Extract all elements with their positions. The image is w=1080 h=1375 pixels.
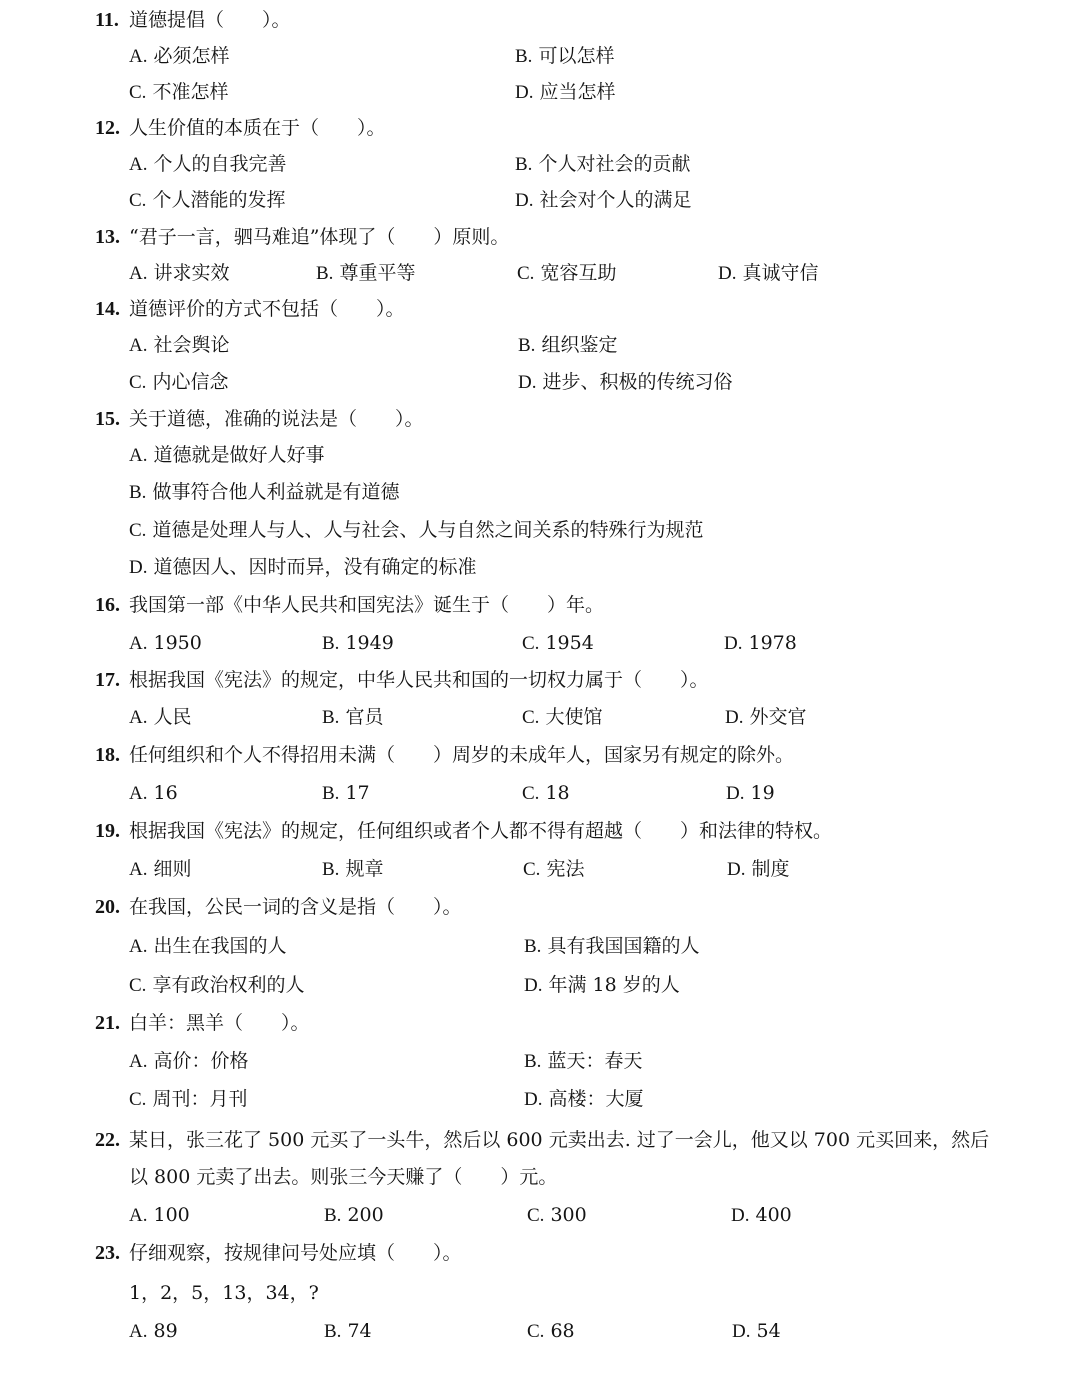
option-c[interactable] — [129, 1081, 247, 1118]
option-text: 人民 — [153, 706, 192, 728]
option-row — [0, 437, 1080, 473]
option-a[interactable] — [129, 851, 192, 888]
option-a[interactable] — [129, 625, 202, 662]
option-text: 出生在我国的人 — [153, 935, 287, 957]
option-b[interactable] — [129, 474, 399, 511]
option-text: 1954 — [545, 632, 594, 654]
option-row — [0, 364, 1080, 400]
option-text: 宪法 — [546, 858, 585, 880]
option-a[interactable] — [129, 699, 192, 736]
option-text: 周刊：月刊 — [152, 1088, 248, 1110]
question-13 — [0, 219, 1080, 255]
question-stem: 根据我国《宪法》的规定，任何组织或者个人都不得有超越（ ）和法律的特权。 — [129, 820, 833, 842]
option-text: 100 — [153, 1204, 190, 1226]
option-row — [0, 928, 1080, 964]
option-c[interactable] — [517, 255, 616, 292]
option-d[interactable] — [731, 1197, 792, 1234]
option-c[interactable] — [522, 699, 602, 736]
option-c[interactable] — [523, 851, 584, 888]
question-18 — [0, 737, 1080, 773]
question-number: 14. — [95, 298, 120, 320]
option-label: C. — [517, 263, 535, 284]
option-label: D. — [718, 263, 737, 284]
option-row — [0, 146, 1080, 182]
option-a[interactable] — [129, 775, 178, 812]
option-text: 应当怎样 — [539, 81, 616, 103]
option-label: B. — [524, 936, 542, 957]
option-text: 300 — [550, 1204, 587, 1226]
option-label: B. — [518, 335, 536, 356]
option-c[interactable] — [522, 625, 594, 662]
question-12 — [0, 110, 1080, 146]
option-row — [0, 549, 1080, 585]
sequence-text: 1，2，5，13，34，? — [129, 1282, 319, 1304]
option-c[interactable] — [129, 182, 285, 219]
option-b[interactable] — [518, 327, 617, 364]
option-b[interactable] — [524, 1043, 642, 1080]
option-label: C. — [522, 707, 540, 728]
option-d[interactable] — [518, 364, 733, 401]
question-11 — [0, 2, 1080, 38]
option-b[interactable] — [524, 928, 699, 965]
option-label: D. — [726, 783, 745, 804]
option-label: C. — [522, 633, 540, 654]
option-c[interactable] — [129, 364, 228, 401]
option-label: D. — [725, 707, 744, 728]
question-21 — [0, 1005, 1080, 1041]
question-15 — [0, 401, 1080, 437]
option-label: D. — [518, 372, 537, 393]
option-d[interactable] — [524, 1081, 644, 1118]
question-stem-line-2: 以 800 元卖了出去。则张三今天赚了（ ）元。 — [129, 1166, 558, 1188]
option-c[interactable] — [527, 1197, 587, 1234]
question-23 — [0, 1235, 1080, 1271]
option-row — [0, 625, 1080, 661]
option-label: A. — [129, 46, 148, 67]
option-text: 19 — [750, 782, 775, 804]
option-label: A. — [129, 263, 148, 284]
option-label: A. — [129, 783, 148, 804]
option-text: 年满 18 岁的人 — [548, 974, 680, 996]
option-text: 尊重平等 — [339, 262, 416, 284]
option-text: 个人对社会的贡献 — [538, 153, 691, 175]
option-text: 享有政治权利的人 — [152, 974, 305, 996]
option-text: 68 — [550, 1320, 575, 1342]
option-text: 规章 — [345, 858, 384, 880]
option-label: D. — [129, 557, 148, 578]
option-text: 官员 — [345, 706, 384, 728]
option-text: 可以怎样 — [538, 45, 615, 67]
question-stem: 人生价值的本质在于（ ）。 — [129, 117, 386, 139]
question-stem: 道德提倡（ ）。 — [129, 9, 291, 31]
option-row — [0, 1197, 1080, 1233]
option-text: 1949 — [345, 632, 394, 654]
question-stem: “君子一言，驷马难追”体现了（ ）原则。 — [129, 226, 510, 248]
option-text: 道德就是做好人好事 — [153, 444, 325, 466]
option-label: D. — [727, 859, 746, 880]
option-label: B. — [316, 263, 334, 284]
option-text: 宽容互助 — [540, 262, 617, 284]
option-row — [0, 1043, 1080, 1079]
option-label: C. — [129, 372, 147, 393]
question-stem: 仔细观察，按规律问号处应填（ ）。 — [129, 1242, 462, 1264]
option-b[interactable] — [515, 38, 614, 75]
option-d[interactable] — [515, 74, 616, 111]
option-label: A. — [129, 633, 148, 654]
option-text: 道德是处理人与人、人与社会、人与自然之间关系的特殊行为规范 — [152, 519, 704, 541]
option-d[interactable] — [725, 699, 807, 736]
option-label: B. — [324, 1205, 342, 1226]
question-stem: 道德评价的方式不包括（ ）。 — [129, 298, 405, 320]
question-number: 16. — [95, 594, 120, 616]
question-stem: 在我国，公民一词的含义是指（ ）。 — [129, 896, 462, 918]
option-label: B. — [129, 482, 147, 503]
option-text: 高楼：大厦 — [548, 1088, 644, 1110]
question-number: 20. — [95, 896, 120, 918]
option-a[interactable] — [129, 928, 287, 965]
option-label: C. — [129, 975, 147, 996]
option-text: 大使馆 — [545, 706, 603, 728]
option-text: 不准怎样 — [152, 81, 229, 103]
question-20 — [0, 889, 1080, 925]
option-label: A. — [129, 936, 148, 957]
option-d[interactable] — [724, 625, 797, 662]
option-row — [0, 851, 1080, 887]
option-label: A. — [129, 859, 148, 880]
question-number: 22. — [95, 1129, 120, 1151]
option-text: 蓝天：春天 — [547, 1050, 643, 1072]
option-text: 17 — [345, 782, 370, 804]
option-label: C. — [527, 1205, 545, 1226]
option-label: C. — [527, 1321, 545, 1342]
option-label: C. — [523, 859, 541, 880]
option-row — [0, 512, 1080, 548]
question-number: 15. — [95, 408, 120, 430]
option-label: B. — [322, 783, 340, 804]
option-c[interactable] — [527, 1313, 575, 1350]
option-b[interactable] — [322, 699, 383, 736]
option-label: A. — [129, 1205, 148, 1226]
option-text: 89 — [153, 1320, 178, 1342]
option-row — [0, 38, 1080, 74]
option-text: 54 — [756, 1320, 781, 1342]
option-label: B. — [324, 1321, 342, 1342]
option-row — [0, 1313, 1080, 1349]
option-text: 1978 — [748, 632, 797, 654]
option-d[interactable] — [726, 775, 775, 812]
option-b[interactable] — [322, 851, 383, 888]
option-b[interactable] — [316, 255, 415, 292]
question-stem: 某日，张三花了 500 元买了一头牛，然后以 600 元卖出去. 过了一会儿，他又以 700 元买回来，然后 — [129, 1129, 990, 1151]
option-label: D. — [524, 975, 543, 996]
option-text: 做事符合他人利益就是有道德 — [152, 481, 400, 503]
question-number: 17. — [95, 669, 120, 691]
option-c[interactable] — [129, 74, 228, 111]
option-label: C. — [129, 82, 147, 103]
option-label: C. — [129, 190, 147, 211]
option-label: D. — [515, 82, 534, 103]
option-a[interactable] — [129, 255, 230, 292]
option-text: 真诚守信 — [742, 262, 819, 284]
option-label: A. — [129, 335, 148, 356]
option-b[interactable] — [322, 775, 370, 812]
option-a[interactable] — [129, 1043, 249, 1080]
question-stem: 我国第一部《中华人民共和国宪法》诞生于（ ）年。 — [129, 594, 605, 616]
option-c[interactable] — [522, 775, 570, 812]
option-row — [0, 182, 1080, 218]
option-text: 1950 — [153, 632, 202, 654]
option-d[interactable] — [515, 182, 692, 219]
question-stem: 关于道德，准确的说法是（ ）。 — [129, 408, 424, 430]
option-a[interactable] — [129, 146, 287, 183]
option-d[interactable] — [732, 1313, 781, 1350]
question-number: 11. — [95, 9, 119, 31]
option-a[interactable] — [129, 1313, 178, 1350]
question-number: 13. — [95, 226, 120, 248]
question-22 — [0, 1122, 1080, 1158]
option-text: 制度 — [751, 858, 790, 880]
option-text: 74 — [347, 1320, 372, 1342]
option-label: A. — [129, 1321, 148, 1342]
option-row — [0, 699, 1080, 735]
option-row — [0, 1081, 1080, 1117]
option-label: D. — [731, 1205, 750, 1226]
question-number: 21. — [95, 1012, 120, 1034]
question-number: 19. — [95, 820, 120, 842]
option-label: A. — [129, 445, 148, 466]
option-text: 进步、积极的传统习俗 — [542, 371, 733, 393]
option-text: 200 — [347, 1204, 384, 1226]
option-b[interactable] — [324, 1313, 372, 1350]
option-text: 社会对个人的满足 — [539, 189, 692, 211]
option-label: B. — [322, 859, 340, 880]
question-number: 23. — [95, 1242, 120, 1264]
option-label: D. — [524, 1089, 543, 1110]
option-label: A. — [129, 1051, 148, 1072]
option-b[interactable] — [515, 146, 690, 183]
option-d[interactable] — [129, 549, 477, 586]
option-label: B. — [515, 154, 533, 175]
option-text: 外交官 — [749, 706, 807, 728]
question-stem: 任何组织和个人不得招用未满（ ）周岁的未成年人，国家另有规定的除外。 — [129, 744, 795, 766]
option-d[interactable] — [524, 967, 680, 1004]
option-text: 18 — [545, 782, 570, 804]
option-label: D. — [732, 1321, 751, 1342]
option-c[interactable] — [129, 967, 304, 1004]
option-row — [0, 255, 1080, 291]
option-text: 讲求实效 — [153, 262, 230, 284]
option-b[interactable] — [322, 625, 394, 662]
option-label: B. — [515, 46, 533, 67]
option-a[interactable] — [129, 437, 325, 474]
option-text: 组织鉴定 — [541, 334, 618, 356]
option-label: A. — [129, 707, 148, 728]
option-d[interactable] — [718, 255, 819, 292]
option-row — [0, 327, 1080, 363]
option-label: B. — [322, 633, 340, 654]
option-text: 必须怎样 — [153, 45, 230, 67]
question-14 — [0, 291, 1080, 327]
option-row — [0, 967, 1080, 1003]
option-text: 个人潜能的发挥 — [152, 189, 286, 211]
option-text: 400 — [755, 1204, 792, 1226]
question-stem-continued — [0, 1159, 1080, 1195]
option-label: C. — [129, 1089, 147, 1110]
option-a[interactable] — [129, 1197, 190, 1234]
option-row — [0, 775, 1080, 811]
option-row — [0, 74, 1080, 110]
option-row — [0, 474, 1080, 510]
option-c[interactable] — [129, 512, 703, 549]
option-text: 细则 — [153, 858, 192, 880]
option-label: B. — [524, 1051, 542, 1072]
number-sequence — [0, 1275, 1080, 1311]
option-label: A. — [129, 154, 148, 175]
option-d[interactable] — [727, 851, 790, 888]
question-16 — [0, 587, 1080, 623]
question-stem: 白羊：黑羊（ ）。 — [129, 1012, 310, 1034]
option-text: 16 — [153, 782, 178, 804]
question-17 — [0, 662, 1080, 698]
option-a[interactable] — [129, 38, 230, 75]
question-number: 12. — [95, 117, 120, 139]
option-text: 具有我国国籍的人 — [547, 935, 700, 957]
option-text: 个人的自我完善 — [153, 153, 287, 175]
option-label: D. — [724, 633, 743, 654]
option-label: C. — [522, 783, 540, 804]
question-number: 18. — [95, 744, 120, 766]
option-label: D. — [515, 190, 534, 211]
question-stem: 根据我国《宪法》的规定，中华人民共和国的一切权力属于（ ）。 — [129, 669, 709, 691]
option-text: 社会舆论 — [153, 334, 230, 356]
option-text: 道德因人、因时而异，没有确定的标准 — [153, 556, 477, 578]
option-text: 内心信念 — [152, 371, 229, 393]
option-label: C. — [129, 520, 147, 541]
option-label: B. — [322, 707, 340, 728]
option-a[interactable] — [129, 327, 230, 364]
question-19 — [0, 813, 1080, 849]
option-b[interactable] — [324, 1197, 384, 1234]
option-text: 高价：价格 — [153, 1050, 249, 1072]
